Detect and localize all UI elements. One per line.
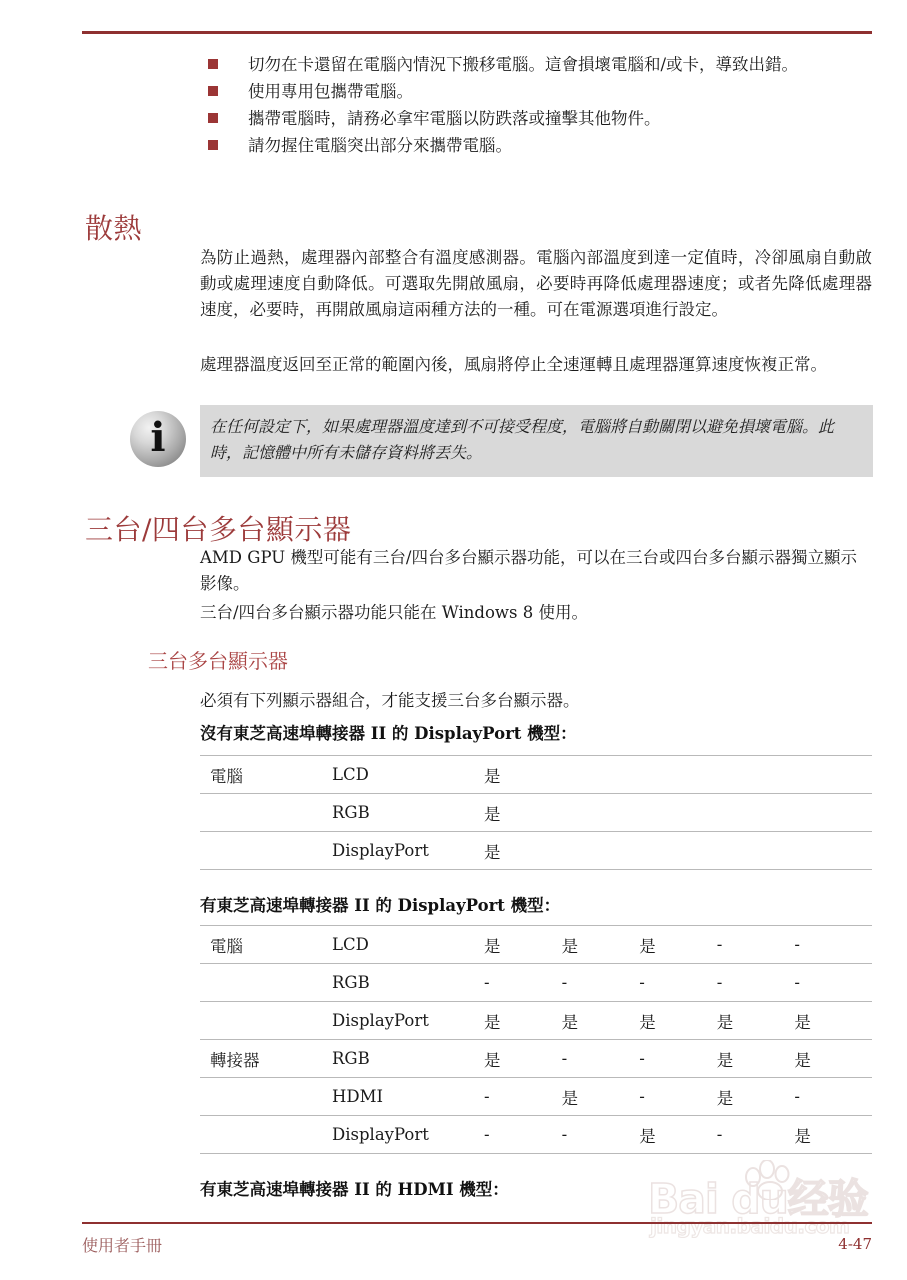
table-cell-value: 是: [562, 1078, 640, 1116]
table-cell-group: [200, 832, 332, 870]
list-item-text: 使用專用包攜帶電腦。: [248, 82, 413, 101]
table-row: [200, 832, 872, 870]
table-cell-port: LCD: [332, 756, 484, 794]
square-bullet-icon: [208, 86, 218, 96]
table-cell-value: -: [717, 1116, 795, 1154]
table-cell-value: 是: [484, 1002, 562, 1040]
table-cell-value: 是: [639, 1002, 717, 1040]
table-row: [200, 756, 872, 794]
table-cell-group: [200, 1078, 332, 1116]
table-displayport-no-adapter: [200, 755, 872, 870]
info-icon: [130, 411, 186, 467]
table-cell-value: 是: [639, 926, 717, 964]
list-item-text: 請勿握住電腦突出部分來攜帶電腦。: [248, 136, 512, 155]
cooling-paragraph-2: 處理器溫度返回至正常的範圍內後，風扇將停止全速運轉且處理器運算速度恢複正常。: [200, 355, 827, 374]
table-cell-port: RGB: [332, 1040, 484, 1078]
table-cell-port: DisplayPort: [332, 1116, 484, 1154]
info-note-text: 在任何設定下，如果處理器溫度達到不可接受程度，電腦將自動關閉以避免損壞電腦。此時，記憶體中所有未儲存資料將丟失。: [210, 417, 835, 462]
table-cell-value: -: [717, 926, 795, 964]
table-row: [200, 794, 872, 832]
table-row: [200, 1116, 872, 1154]
table-cell-value: 是: [562, 1002, 640, 1040]
table-cell-value: 是: [794, 1002, 872, 1040]
list-item: [200, 79, 872, 104]
table-row: [200, 1040, 872, 1078]
table-cell-port: HDMI: [332, 1078, 484, 1116]
table-cell-value: -: [794, 926, 872, 964]
table-cell-value: -: [794, 964, 872, 1002]
table-cell-group: 電腦: [200, 926, 332, 964]
table-cell-port: DisplayPort: [332, 1002, 484, 1040]
table-cell-value: -: [562, 964, 640, 1002]
table-cell-value: -: [484, 964, 562, 1002]
list-item: [200, 52, 872, 77]
table-cell-port: DisplayPort: [332, 832, 484, 870]
table-cell-value: -: [484, 1078, 562, 1116]
table-cell-value: -: [639, 1078, 717, 1116]
cooling-paragraph-1: 為防止過熱，處理器內部整合有溫度感測器。電腦內部溫度到達一定值時，冷卻風扇自動啟動或處理速度自動降低。可選取先開啟風扇，必要時再降低處理器速度；或者先降低處理器速度，必要時，再開啟風扇這兩種方法的一種。可在電源選項進行設定。: [200, 248, 872, 319]
table-row: [200, 1078, 872, 1116]
table-row: [200, 964, 872, 1002]
table-row: [200, 926, 872, 964]
table-cell-value: 是: [562, 926, 640, 964]
table-cell-value: 是: [484, 832, 872, 870]
table-cell-group: [200, 1002, 332, 1040]
info-icon-glyph: i: [150, 413, 166, 461]
table-cell-value: -: [562, 1116, 640, 1154]
section-heading-cooling: 散熱: [85, 212, 143, 245]
table-cell-value: -: [484, 1116, 562, 1154]
table-cell-value: 是: [794, 1116, 872, 1154]
table-cell-value: 是: [717, 1040, 795, 1078]
section-heading-multimonitor: 三台/四台多台顯示器: [85, 513, 352, 546]
table-cell-value: 是: [484, 926, 562, 964]
multimonitor-paragraph-3: 必須有下列顯示器組合，才能支援三台多台顯示器。: [200, 691, 580, 710]
table2-caption: 有東芝高速埠轉接器 II 的 DisplayPort 機型：: [200, 896, 561, 915]
list-item: [200, 106, 872, 131]
paw-print-icon: [742, 1160, 794, 1200]
square-bullet-icon: [208, 140, 218, 150]
table-row: [200, 1002, 872, 1040]
table1-caption: 沒有東芝高速埠轉接器 II 的 DisplayPort 機型：: [200, 724, 577, 743]
table-cell-value: 是: [717, 1078, 795, 1116]
square-bullet-icon: [208, 113, 218, 123]
footer-manual-title: 使用者手冊: [82, 1236, 163, 1255]
table-displayport-with-adapter: [200, 925, 872, 1154]
info-note-box: [200, 405, 873, 477]
page-number: 4-47: [838, 1235, 872, 1253]
subsection-heading-tri-monitor: 三台多台顯示器: [148, 649, 288, 673]
table-cell-group: [200, 964, 332, 1002]
table-cell-group: [200, 794, 332, 832]
square-bullet-icon: [208, 59, 218, 69]
table-cell-port: LCD: [332, 926, 484, 964]
table-cell-value: 是: [639, 1116, 717, 1154]
table-cell-value: 是: [794, 1040, 872, 1078]
table-cell-value: 是: [717, 1002, 795, 1040]
watermark-logo-cn: 经验: [787, 1175, 868, 1223]
warning-bullet-list: [200, 52, 872, 160]
table-cell-value: 是: [484, 1040, 562, 1078]
list-item-text: 攜帶電腦時，請務必拿牢電腦以防跌落或撞擊其他物件。: [248, 109, 661, 128]
multimonitor-paragraph-2: 三台/四台多台顯示器功能只能在 Windows 8 使用。: [200, 603, 588, 622]
header-rule: [82, 31, 872, 34]
list-item-text: 切勿在卡還留在電腦內情況下搬移電腦。這會損壞電腦和/或卡，導致出錯。: [248, 55, 799, 74]
table-cell-value: -: [717, 964, 795, 1002]
table-cell-value: -: [794, 1078, 872, 1116]
table-cell-port: RGB: [332, 964, 484, 1002]
table-cell-value: -: [562, 1040, 640, 1078]
multimonitor-paragraph-1: AMD GPU 機型可能有三台/四台多台顯示器功能，可以在三台或四台多台顯示器獨立顯示影像。: [200, 548, 857, 593]
table3-caption: 有東芝高速埠轉接器 II 的 HDMI 機型：: [200, 1180, 509, 1199]
table-cell-value: 是: [484, 794, 872, 832]
list-item: [200, 133, 872, 158]
table-cell-value: -: [639, 964, 717, 1002]
watermark-url: jingyan.baidu.com: [650, 1214, 850, 1238]
watermark-logo-text: [648, 1166, 868, 1225]
footer-rule: [82, 1222, 872, 1224]
table-cell-group: [200, 1116, 332, 1154]
table-cell-port: RGB: [332, 794, 484, 832]
table-cell-group: 轉接器: [200, 1040, 332, 1078]
table-cell-value: 是: [484, 756, 872, 794]
watermark-logo-latin: Bai du: [648, 1175, 788, 1223]
table-cell-group: 電腦: [200, 756, 332, 794]
table-cell-value: -: [639, 1040, 717, 1078]
info-note: [118, 405, 873, 477]
